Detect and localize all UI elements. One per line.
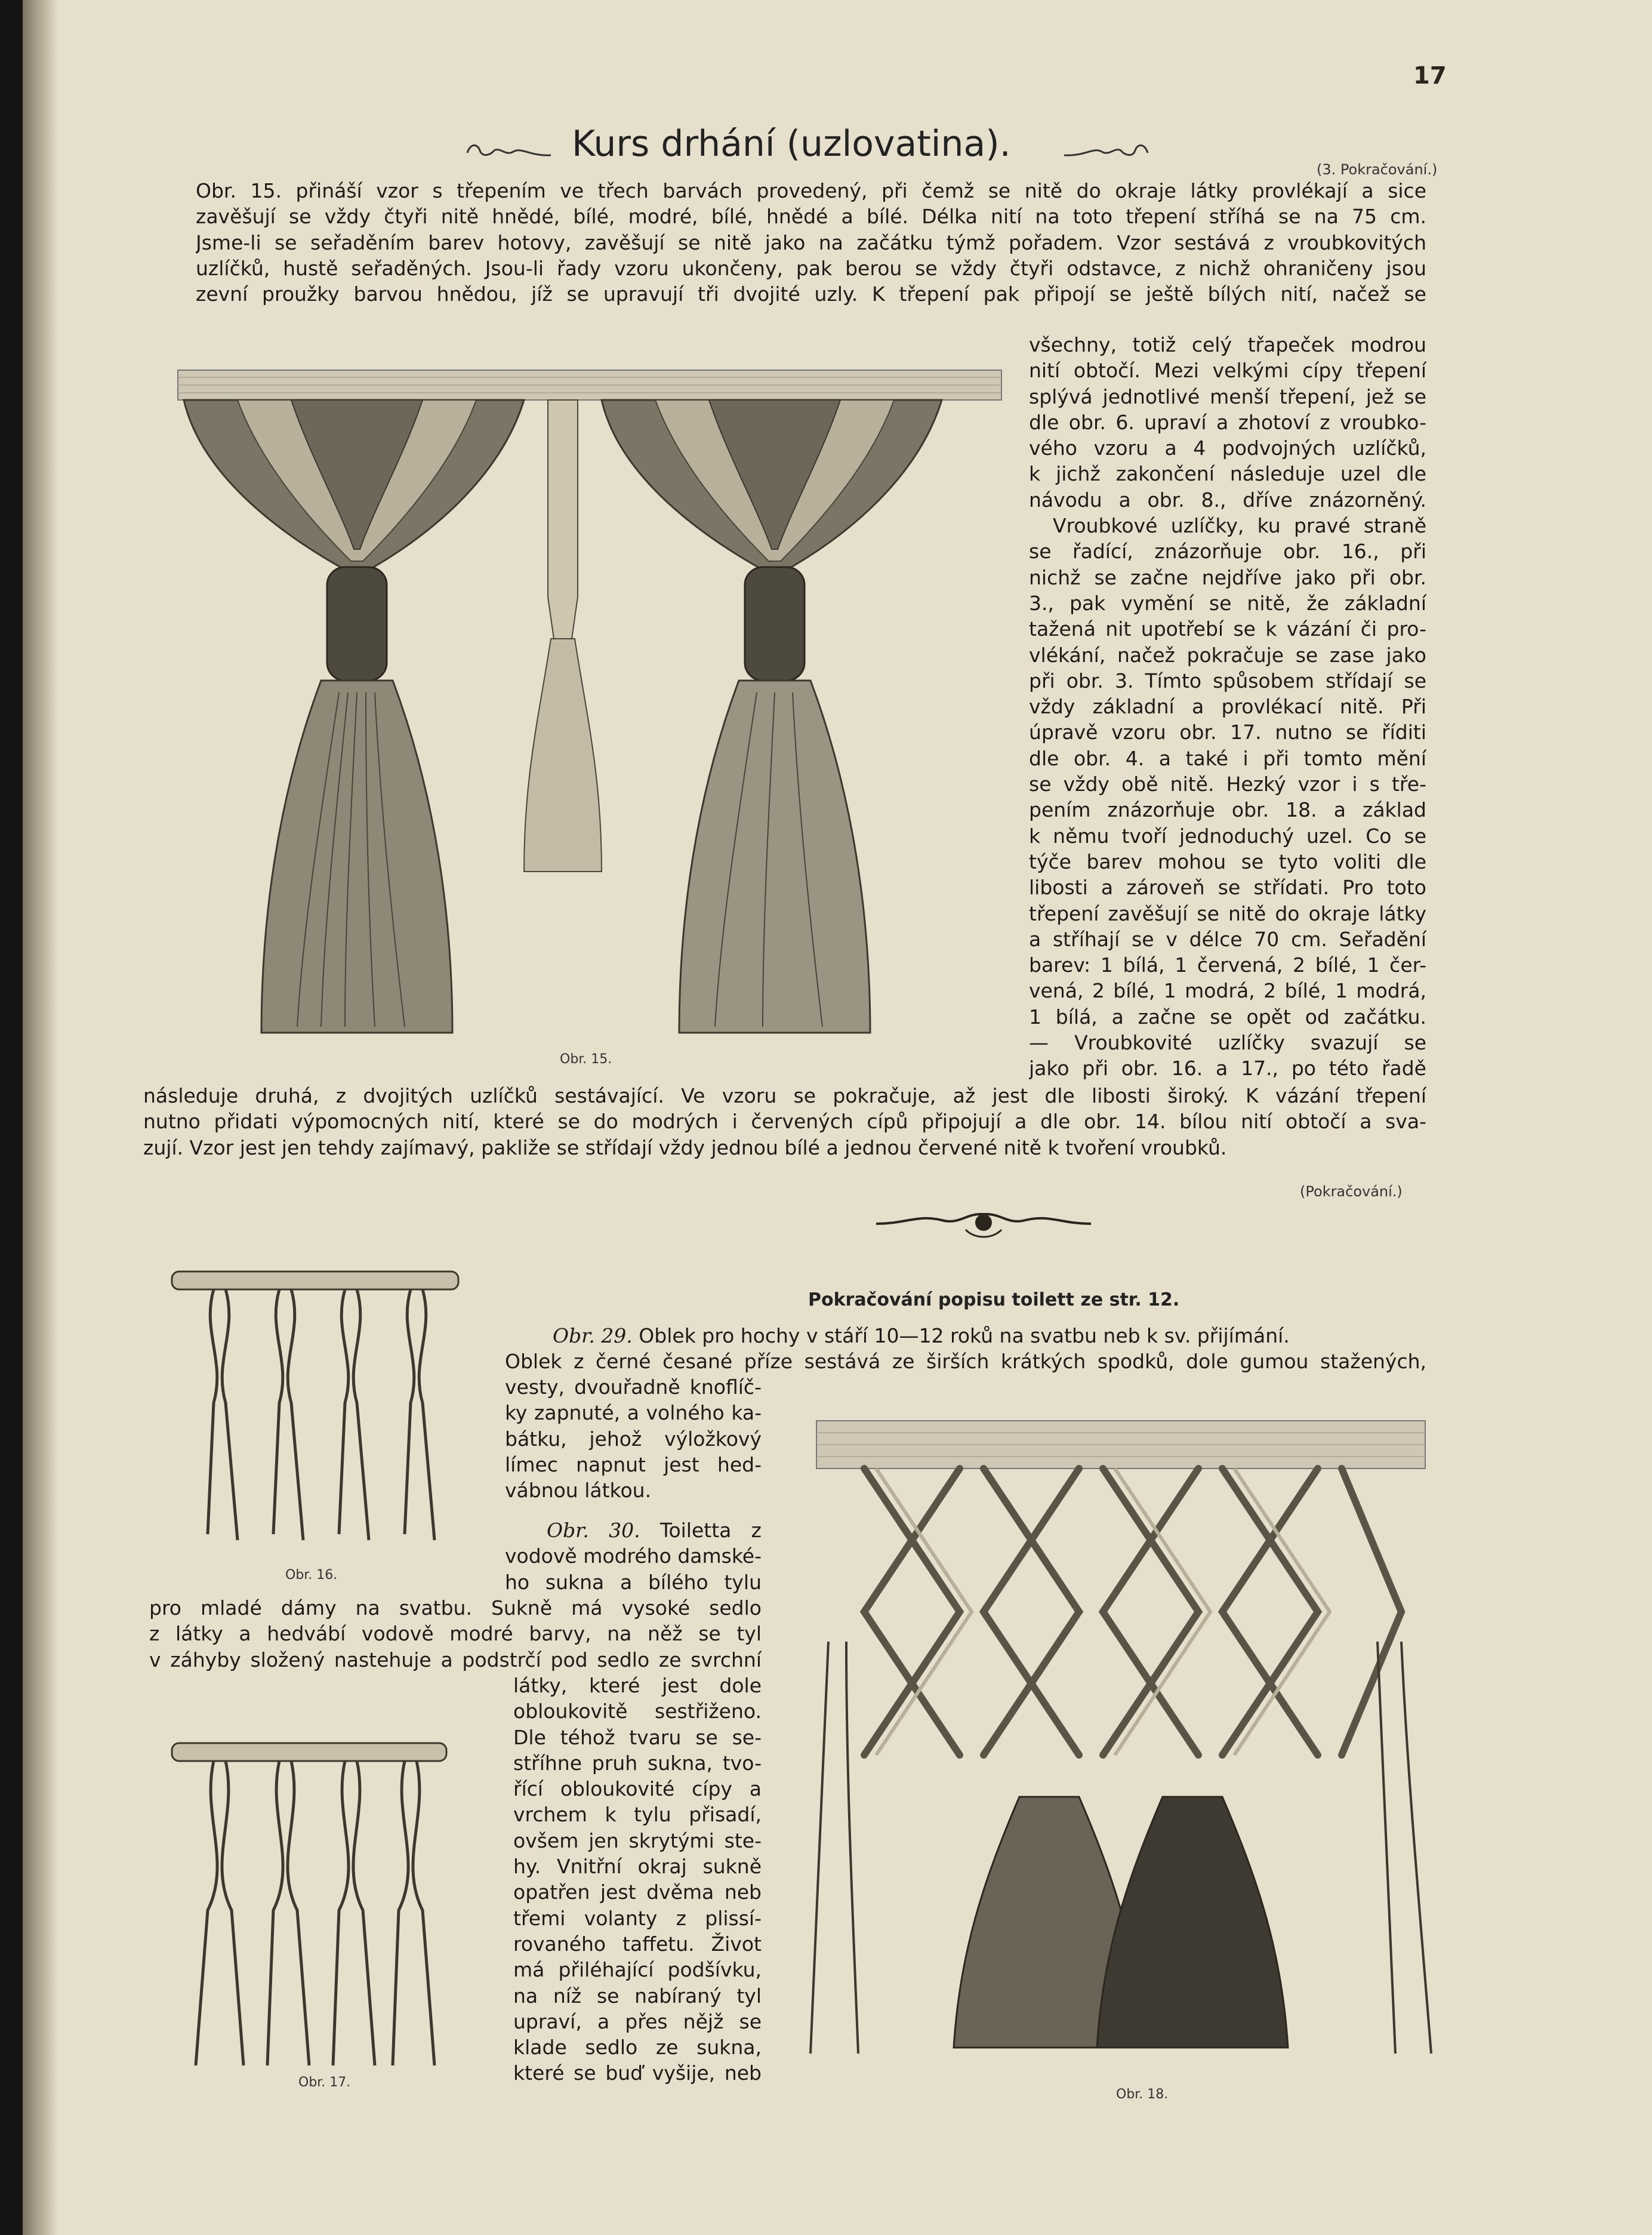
obr30-narrow-lines [513, 1673, 762, 2086]
text-line: návodu a obr. 8., dříve znázorněný. [1029, 488, 1426, 512]
obr30-label: Obr. 30. [547, 1519, 640, 1542]
text-line: — Vroubkovité uzlíčky svazují se [1029, 1031, 1426, 1055]
text-line: límec napnut jest hed- [505, 1452, 762, 1476]
text-line: třepení zavěšují se nitě do okraje látky [1029, 901, 1426, 925]
left-ornament-icon [464, 138, 554, 162]
right-ornament-icon [1061, 138, 1151, 162]
text-line [505, 1517, 762, 1543]
text-line: k jichž zakončení následuje uzel dle [1029, 462, 1426, 486]
text-line: má přiléhající podšívku, [513, 1958, 762, 1982]
text-line: hy. Vnitřní okraj sukně [513, 1855, 762, 1879]
text-line: jako při obr. 16. a 17., po této řadě [1029, 1057, 1426, 1080]
text-line: které se buď vyšije, neb [513, 2061, 762, 2085]
text-line: z látky a hedvábí vodově modré barvy, na něž se tyl [149, 1622, 762, 1646]
text-line: Jsme-li se seřaděním barev hotovy, zavěšují se nitě jako na začátku týmž pořadem. Vzor sestává z vroubkovitých [196, 230, 1426, 254]
text-line: zují. Vzor jest jen tehdy zajímavý, pakliže se střídají vždy jednou bílé a jednou červené nitě k tvoření vroubků. [143, 1135, 1227, 1159]
text-line: k němu tvoří jednoduchý uzel. Co se [1029, 824, 1426, 848]
figure-16-knot-illustration [148, 1260, 482, 1558]
continued-note: (Pokračování.) [1300, 1183, 1403, 1200]
obr29-first-line: Oblek pro hochy v stáří 10—12 roků na svatbu neb k sv. přijímání. [639, 1324, 1290, 1347]
text-line: libosti a zároveň se střídati. Pro toto [1029, 876, 1426, 900]
text-line: opatřen jest dvěma neb [513, 1880, 762, 1904]
continuation-note: (3. Pokračování.) [1317, 161, 1438, 178]
obr29-second-line [505, 1349, 1426, 1374]
text-line: se vždy obě nitě. Hezký vzor i s tře- [1029, 772, 1426, 796]
text-line: třemi volanty z plissí- [513, 1906, 762, 1930]
text-line: nití obtočí. Mezi velkými cípy třepení [1029, 359, 1426, 383]
page-number: 17 [1413, 62, 1447, 90]
text-line: vená, 2 bílé, 1 modrá, 2 bílé, 1 modrá, [1029, 979, 1426, 1003]
text-line: vého vzoru a 4 podvojných uzlíčků, [1029, 436, 1426, 460]
toilett-section-heading: Pokračování popisu toilett ze str. 12. [808, 1289, 1180, 1310]
title-row [440, 123, 1216, 171]
text-line: 1 bílá, a začne se opět od začátku. [1029, 1005, 1426, 1029]
obr30-paragraph [505, 1517, 762, 1595]
text-line: vábnou látkou. [505, 1479, 652, 1503]
right-column-text [1029, 332, 1426, 1082]
text-line: v záhyby složený nastehuje a podstrčí pod sedlo ze svrchní [149, 1648, 762, 1671]
text-line: při obr. 3. Tímto spůsobem střídají se [1029, 669, 1426, 692]
text-line: Oblek z černé česané příze sestává ze širších krátkých spodků, dole gumou stažených, [505, 1350, 1426, 1373]
text-line: dle obr. 6. upraví a zhotoví z vroubko- [1029, 410, 1426, 434]
text-line: klade sedlo ze sukna, [513, 2036, 762, 2059]
text-line: vždy základní a provlékací nitě. Při [1029, 695, 1426, 719]
text-line: následuje druhá, z dvojitých uzlíčků sestávající. Ve vzoru se pokračuje, až jest dle libosti široký. K vázání třepení [143, 1084, 1426, 1107]
text-line: bátku, jehož výložkový [505, 1427, 762, 1451]
obr30-wide-lines [149, 1595, 762, 1673]
divider-ornament-icon [870, 1206, 1097, 1242]
figure-15-caption: Obr. 15. [560, 1052, 612, 1067]
page-title: Kurs drhání (uzlovatina). [572, 123, 1011, 165]
text-line: Dle téhož tvaru se se- [513, 1725, 762, 1749]
section1-closing-text [143, 1083, 1426, 1160]
text-line: na níž se nabíraný tyl [513, 1984, 762, 2008]
text-line: látky, které jest dole [513, 1674, 762, 1697]
text-line: stříhne pruh sukna, tvo- [513, 1751, 762, 1775]
text-line: Obr. 15. přináší vzor s třepením ve třech barvách provedený, při čemž se nitě do okraje látky provlékají a sice [196, 179, 1426, 202]
text-line: řící obloukovité cípy a [513, 1777, 762, 1801]
figure-18-fringe-illustration [793, 1415, 1449, 2077]
text-line: vodově modrého damské- [505, 1544, 762, 1568]
book-page [23, 0, 1652, 2235]
text-line: zevní proužky barvou hnědou, jíž se upravují tři dvojité uzly. K třepení pak připojí se ještě bílých nití, načež se [196, 282, 1426, 306]
figure-15-fringe-illustration [166, 358, 1013, 1063]
text-line: pro mladé dámy na svatbu. Sukně má vysoké sedlo [149, 1596, 762, 1620]
text-line: tažená nit upotřebí se k vázání či pro- [1029, 617, 1426, 641]
intro-text-block [196, 178, 1426, 307]
text-line: vesty, dvouřadně knoflíč- [505, 1375, 762, 1399]
figure-17-knot-illustration [154, 1731, 476, 2077]
obr30-first-line: Toiletta z [659, 1519, 762, 1542]
page-spine-shadow [23, 0, 58, 2235]
text-line: ky zapnuté, a volného ka- [505, 1401, 762, 1425]
text-line: upraví, a přes nějž se [513, 2009, 762, 2033]
text-line: ho sukna a bílého tylu [505, 1570, 762, 1594]
text-line: všechny, totiž celý třapeček modrou [1029, 333, 1426, 356]
text-line: barev: 1 bílá, 1 červená, 2 bílé, 1 čer- [1029, 953, 1426, 977]
text-line: splývá jednotlivé menší třepení, jež se [1029, 384, 1426, 408]
text-line [553, 1323, 1426, 1349]
text-line: úpravě vzoru obr. 17. nutno se říditi [1029, 721, 1426, 744]
text-line: se řadící, znázorňuje obr. 16., při [1029, 540, 1426, 564]
obr29-narrow-column [505, 1374, 762, 1503]
text-line: nutno přidati výpomocných nití, které se do modrých i červených cípů připojují a dle obr. 14. bílou nití obtočí a sva- [143, 1110, 1426, 1134]
text-line: vlékání, načež pokračuje se zase jako [1029, 643, 1426, 667]
figure-17-caption: Obr. 17. [298, 2075, 351, 2090]
text-line: Vroubkové uzlíčky, ku pravé straně [1053, 514, 1426, 538]
obr29-label: Obr. 29. [553, 1324, 633, 1347]
text-line: dle obr. 4. a také i při tomto mění [1029, 746, 1426, 770]
text-line: rovaného taffetu. Život [513, 1932, 762, 1956]
figure-18-caption: Obr. 18. [1116, 2087, 1169, 2102]
text-line: obloukovitě sestřiženo. [513, 1700, 762, 1723]
text-line: vrchem k tylu přisadí, [513, 1803, 762, 1827]
text-line: uzlíčků, hustě seřaděných. Jsou-li řady vzoru ukončeny, pak berou se vždy čtyři odstavce, z nichž ohraničeny jsou [196, 256, 1426, 280]
text-line: a stříhají se v délce 70 cm. Seřadění [1029, 927, 1426, 951]
text-line: nichž se začne nejdříve jako při obr. [1029, 565, 1426, 589]
figure-16-caption: Obr. 16. [285, 1568, 338, 1583]
text-line: ovšem jen skrytými ste- [513, 1828, 762, 1852]
text-line: zavěšují se vždy čtyři nitě hnědé, bílé, modré, bílé, hnědé a bílé. Délka nití na toto třepení stříhá se na 75 cm. [196, 205, 1426, 229]
text-line: pením znázorňuje obr. 18. a základ [1029, 798, 1426, 822]
text-line: 3., pak vymění se nitě, že základní [1029, 591, 1426, 615]
text-line: týče barev mohou se tyto voliti dle [1029, 849, 1426, 873]
obr29-paragraph [553, 1323, 1426, 1349]
